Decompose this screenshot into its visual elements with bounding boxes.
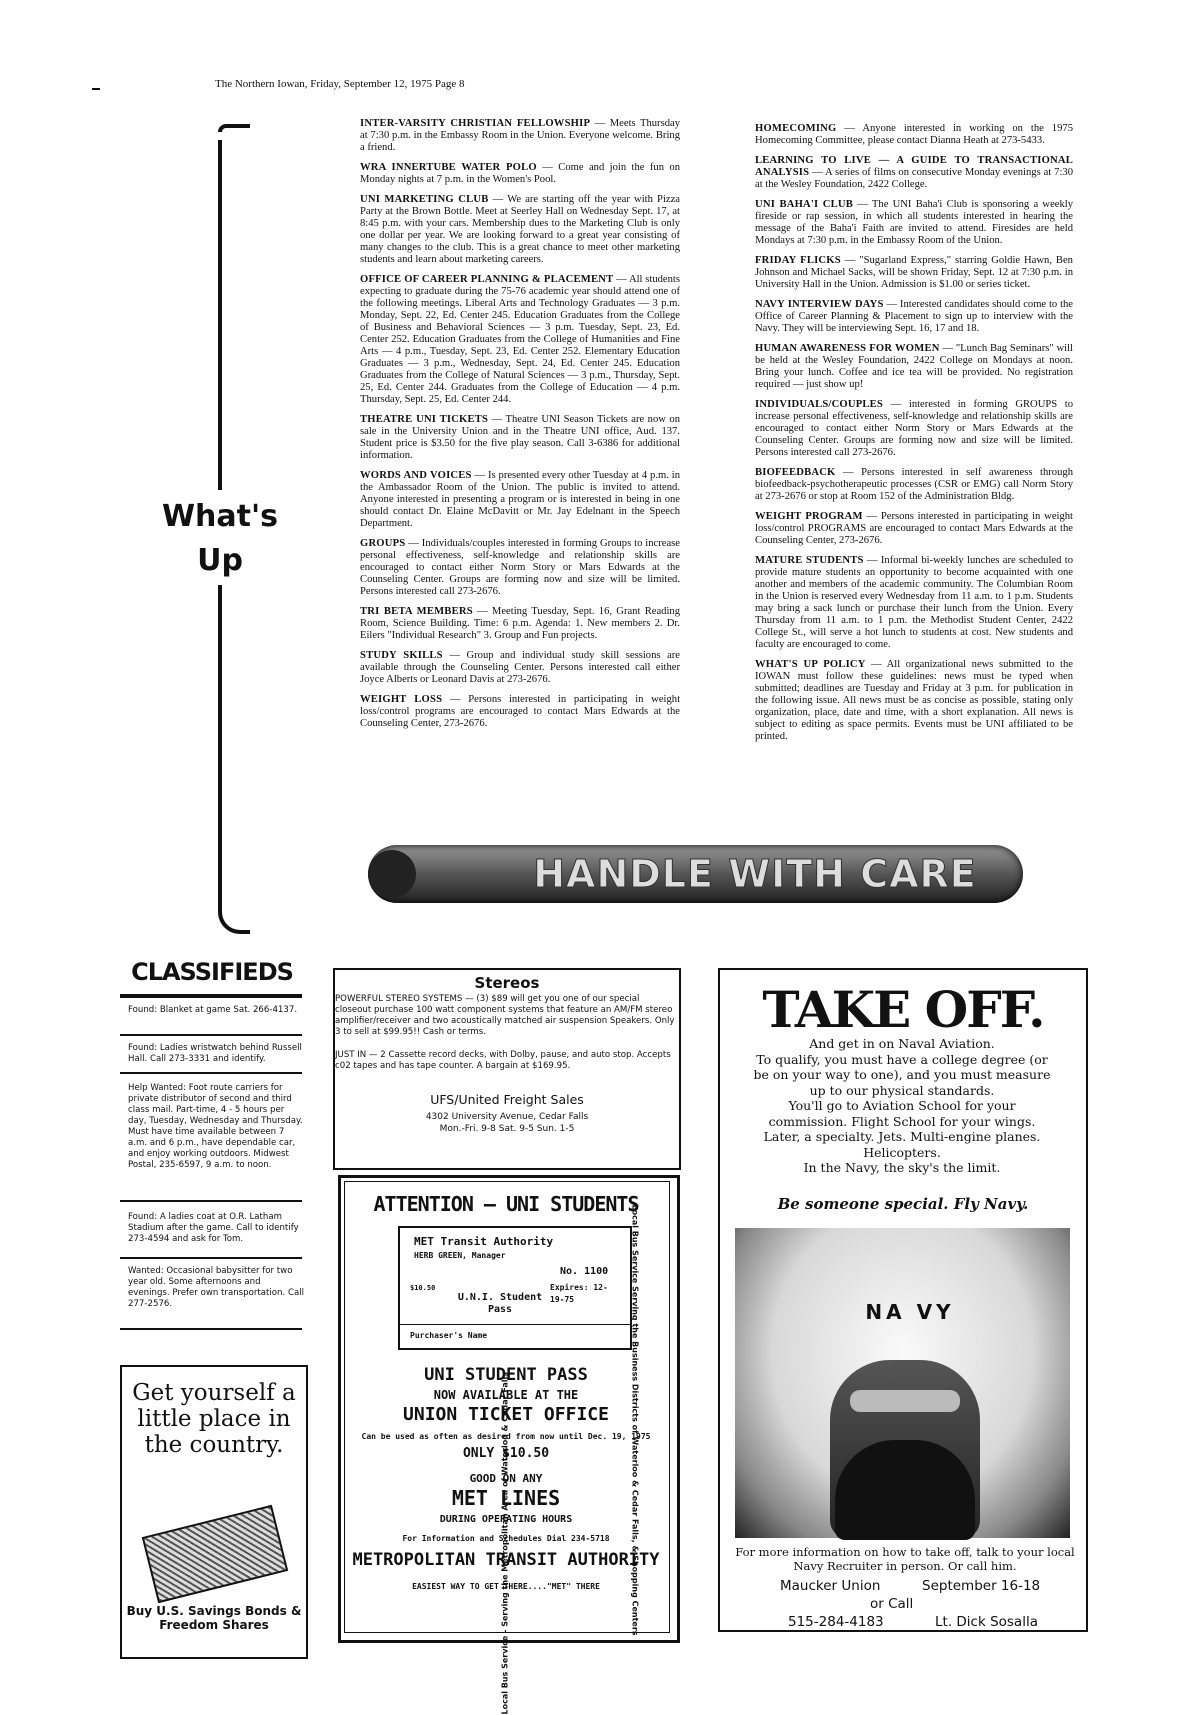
stereos-offer-2: JUST IN — 2 Cassette record decks, with Dolby, pause, and auto stop. Accepts c02 tapes and has tape counter. A bargain at $169.95. xyxy=(335,1050,671,1071)
navy-copy-line: In the Navy, the sky's the limit. xyxy=(803,1160,1001,1175)
bracket-bottom xyxy=(218,908,250,934)
margin-mark xyxy=(92,88,100,90)
oxygen-mask xyxy=(835,1440,975,1540)
announcement-item xyxy=(360,162,680,186)
announcement-heading: WEIGHT PROGRAM xyxy=(755,511,863,522)
announcement-item xyxy=(755,343,1073,391)
announcement-body: — We are starting off the year with Pizza Party at the Brown Bottle. Meet at Seerley Hall on Wednesday Sept. 17, at 8:45 p.m. with your cars. Membership dues to the Marketing Club is only one dollar per year. We are looking forward to a great year consisting of many changes to the club. This is a great chance to meet other marketing students and learn about marketing careers. xyxy=(360,194,680,265)
store-name: UFS/United Freight Sales xyxy=(430,1092,584,1107)
announcement-item xyxy=(360,274,680,406)
navy-copy-line: You'll go to Aviation School for your commission. Flight School for your wings. xyxy=(768,1098,1036,1129)
navy-dates: September 16-18 xyxy=(922,1578,1041,1594)
announcement-heading: WHAT'S UP POLICY xyxy=(755,659,866,670)
announcement-heading: STUDY SKILLS xyxy=(360,650,443,661)
announcement-body: — Meets Thursday at 7:30 p.m. in the Embassy Room in the Union. Everyone welcome. Bring a friend. xyxy=(360,118,680,153)
savings-ad-footer: Buy U.S. Savings Bonds & Freedom Shares xyxy=(126,1604,302,1632)
announcement-item xyxy=(360,538,680,598)
announcement-body: — Informal bi-weekly lunches are scheduled to provide mature students an opportunity to become acquainted with one another and members of the academic community. The Columbian Room in the Union is reserved every Wednesday from 11 a.m. to 1 p.m. Students may bring a sack lunch or purchase their lunch from the Union. Every Thursday from 11 a.m. to 1 p.m. the Methodist Student Center, 2422 College St., will serve a hot lunch to students at cost. New students and faculty are encouraged to come. xyxy=(755,555,1073,650)
classifieds-rule xyxy=(120,994,302,998)
pass-manager: HERB GREEN, Manager xyxy=(414,1251,506,1260)
pass-number: No. 1100 xyxy=(560,1266,609,1277)
announcement-item xyxy=(755,555,1073,651)
divider xyxy=(120,1328,302,1330)
transit-side-text-right: Local Bus Service Serving the Business Districts of Waterloo & Cedar Falls, & Shopping Centers xyxy=(630,1204,640,1636)
navy-copy-line: Later, a specialty. Jets. Multi-engine planes. Helicopters. xyxy=(763,1129,1041,1160)
pilot-eyes xyxy=(850,1390,960,1412)
announcement-body: — Theatre UNI Season Tickets are now on sale in the University Union and in the Theatre UNI office, Aud. 137. Student price is $3.50 for the five play season. Call 3-6386 for additional information. xyxy=(360,414,680,461)
announcement-body: — Meeting Tuesday, Sept. 16, Grant Reading Room, Science Building. Time: 6 p.m. Agenda: 1. New members 2. Dr. Eilers "Individual Research" 3. Group and Fun projects. xyxy=(360,606,680,641)
section-title xyxy=(160,495,280,583)
navy-or-call: or Call xyxy=(870,1596,914,1612)
classified-ad: Found: Ladies wristwatch behind Russell Hall. Call 273-3331 and identify. xyxy=(128,1043,302,1064)
announcement-item xyxy=(360,118,680,154)
transit-line: GOOD ON ANY xyxy=(469,1472,543,1485)
banner-tip xyxy=(368,850,416,898)
student-pass-card xyxy=(398,1226,632,1350)
transit-line: DURING OPERATING HOURS xyxy=(439,1514,573,1525)
stereos-offer-1: POWERFUL STEREO SYSTEMS — (3) $89 will get you one of our special closeout purchase 100 watt component systems that feature an AM/FM stereo amplifier/receiver and two acoustically matched air suspension Speakers. Only 3 to sell at $99.95!! Cash or terms. xyxy=(335,994,675,1037)
transit-line: Can be used as often as desired from now until Dec. 19, 1975 xyxy=(361,1432,651,1441)
classifieds-heading: CLASSIFIEDS xyxy=(131,958,293,986)
section-title-line2: Up xyxy=(197,543,243,578)
announcement-body: — Is presented every other Tuesday at 4 p.m. in the Ambassador Room of the Union. The public is invited to attend. Anyone interested in presenting a program or is interested in being in one should contact Dr. Elaine McDavitt or Mr. Jay Edelnant in the Speech Department. xyxy=(360,470,681,529)
announcement-item xyxy=(360,470,680,530)
transit-line: UNI STUDENT PASS xyxy=(424,1365,588,1385)
announcement-heading: HUMAN AWARENESS FOR WOMEN xyxy=(755,343,940,354)
announcement-body: — Interested candidates should come to the Office of Career Planning & Placement to sign up to interview with the Navy. They will be interviewing Sept. 16, 17 and 18. xyxy=(755,299,1074,334)
announcement-heading: MATURE STUDENTS xyxy=(755,555,864,566)
announcement-body: — "Sugarland Express," starring Goldie Hawn, Ben Johnson and Michael Sacks, will be shown Friday, Sept. 12 at 7:30 p.m. in University Hall in the Union. Admission is $1.00 or series ticket. xyxy=(755,255,1073,290)
pass-title: U.N.I. Student Pass xyxy=(457,1292,543,1315)
announcement-item xyxy=(755,399,1073,459)
navy-location: Maucker Union xyxy=(780,1578,881,1594)
announcement-body: — Persons interested in participating in weight loss/control PROGRAMS are encouraged to contact Mars Edwards at the Counseling Center, 273-2676. xyxy=(755,511,1073,546)
transit-side-text-left: Local Bus Service - Serving the Metropolitan Area of Waterloo & Cedar Falls xyxy=(500,1371,510,1715)
announcement-heading: TRI BETA MEMBERS xyxy=(360,606,473,617)
navy-body-copy xyxy=(752,1036,1052,1176)
announcement-item xyxy=(360,606,680,642)
announcement-body: — The UNI Baha'i Club is sponsoring a weekly fireside or rap session, in which all students interested in hearing the message of the Baha'i Faith are invited to attend. Firesides are held Mondays at 7:30 p.m. in the Embassy Room of the Union. xyxy=(755,199,1074,246)
announcement-body: — All students expecting to graduate during the 75-76 academic year should attend one of the following meetings. Liberal Arts and Technology Graduates — 3 p.m. Monday, Sept. 22, Ed. Center 245. Education Graduates from the College of Business and Behavioral Sciences — 3 p.m. Tuesday, Sept. 23, Ed. Center 252. Education Graduates from the College of Humanities and Fine Arts — 4 p.m., Tuesday, Sept. 23, Ed. Center 252. Elementary Education Graduates — 3 p.m., Wednesday, Sept. 24, Ed. Center 245. Education Graduates from the College of Natural Sciences — 3 p.m., Thursday, Sept. 25, Ed. Center 244. Graduates from the College of Education — 4 p.m. Thursday, Sept. 25, Ed. Center 244. xyxy=(360,274,680,405)
classified-ad: Found: A ladies coat at O.R. Latham Stadium after the game. Call to identify 273-4594 and ask for Tom. xyxy=(128,1212,299,1244)
announcement-heading: UNI MARKETING CLUB xyxy=(360,194,489,205)
announcement-item xyxy=(360,414,680,462)
announcement-item xyxy=(755,255,1073,291)
transit-line: EASIEST WAY TO GET THERE...."MET" THERE xyxy=(412,1582,600,1591)
navy-phone: 515-284-4183 xyxy=(788,1614,884,1630)
helmet-lettering: NA VY xyxy=(865,1300,955,1324)
announcement-item xyxy=(755,659,1073,743)
classified-ad: Help Wanted: Foot route carriers for private distributor of second and third class mail. Part-time, 4 - 5 hours per day, Tuesday, Wednesday and Thursday. Must have time available between 7 a.m. and 6 p.m., have dependable car, and enjoy working outdoors. Midwest Postal, 235-6597, 9 a.m. to noon. xyxy=(128,1083,303,1170)
transit-line: For Information and Schedules Dial 234-5718 xyxy=(402,1534,610,1543)
pass-issuer: MET Transit Authority xyxy=(414,1235,554,1248)
divider xyxy=(120,1034,302,1036)
announcement-heading: NAVY INTERVIEW DAYS xyxy=(755,299,884,310)
announcement-heading: UNI BAHA'I CLUB xyxy=(755,199,854,210)
store-hours: Mon.-Fri. 9-8 Sat. 9-5 Sun. 1-5 xyxy=(439,1124,575,1134)
announcement-item xyxy=(755,467,1073,503)
announcement-heading: INDIVIDUALS/COUPLES xyxy=(755,399,884,410)
announcement-heading: INTER-VARSITY CHRISTIAN FELLOWSHIP xyxy=(360,118,591,129)
bracket-top xyxy=(218,124,250,132)
announcement-body: — Persons interested in self awareness through biofeedback-psychotherapeutic processes (CSR or EMG) call Norm Story at 273-2676 or stop at Room 152 of the Administration Bldg. xyxy=(755,467,1073,502)
announcements-column-right xyxy=(755,123,1073,751)
savings-ad-headline: Get yourself a little place in the country. xyxy=(132,1380,296,1458)
transit-line: UNION TICKET OFFICE xyxy=(403,1404,609,1425)
announcement-heading: BIOFEEDBACK xyxy=(755,467,836,478)
announcement-body: — Persons interested in participating in weight loss/control programs are encouraged to contact Mars Edwards at the Counseling Center, 273-2676. xyxy=(360,694,681,729)
announcement-heading: HOMECOMING xyxy=(755,123,837,134)
pass-purchaser-line: Purchaser's Name xyxy=(410,1331,488,1340)
stereos-heading: Stereos xyxy=(474,974,540,992)
navy-copy-line: To qualify, you must have a college degree (or be on your way to one), and you must measure up to our physical standards. xyxy=(753,1051,1051,1098)
announcement-heading: WORDS AND VOICES xyxy=(360,470,472,481)
pass-price: $10.50 xyxy=(410,1284,436,1292)
announcement-item xyxy=(755,123,1073,147)
announcements-column-left xyxy=(360,118,680,738)
masthead: The Northern Iowan, Friday, September 12, 1975 Page 8 xyxy=(215,78,465,90)
announcement-body: — Come and join the fun on Monday nights at 7 p.m. in the Women's Pool. xyxy=(360,162,681,185)
bracket-line-upper xyxy=(218,140,222,490)
announcement-heading: WRA INNERTUBE WATER POLO xyxy=(360,162,537,173)
announcement-heading: LEARNING TO LIVE — A GUIDE TO TRANSACTIONAL ANALYSIS xyxy=(755,155,1073,178)
divider xyxy=(400,1324,630,1325)
banner-text: HANDLE WITH CARE xyxy=(533,852,977,896)
transit-line: ONLY $10.50 xyxy=(462,1446,550,1461)
classified-ad: Wanted: Occasional babysitter for two year old. Some afternoons and evenings. Prefer own transportation. Call 277-2576. xyxy=(128,1266,304,1309)
pass-expiry: Expires: 12-19-75 xyxy=(550,1283,608,1304)
announcement-item xyxy=(755,199,1073,247)
announcement-heading: OFFICE OF CAREER PLANNING & PLACEMENT xyxy=(360,274,614,285)
store-address: 4302 University Avenue, Cedar Falls xyxy=(425,1112,589,1122)
announcement-item xyxy=(755,155,1073,191)
transit-line: METROPOLITAN TRANSIT AUTHORITY xyxy=(352,1550,660,1570)
classified-ad: Found: Blanket at game Sat. 266-4137. xyxy=(128,1005,298,1015)
announcement-heading: THEATRE UNI TICKETS xyxy=(360,414,489,425)
announcement-body: — Anyone interested in working on the 1975 Homecoming Committee, please contact Dianna Heath at 273-5433. xyxy=(755,123,1073,146)
announcement-item xyxy=(360,650,680,686)
navy-copy-line: And get in on Naval Aviation. xyxy=(809,1036,995,1051)
announcement-item xyxy=(755,299,1073,335)
divider xyxy=(120,1257,302,1259)
announcement-heading: FRIDAY FLICKS xyxy=(755,255,841,266)
navy-recruiter: Lt. Dick Sosalla xyxy=(935,1614,1038,1630)
transit-line: NOW AVAILABLE AT THE xyxy=(433,1388,579,1402)
announcement-heading: GROUPS xyxy=(360,538,406,549)
announcement-body: — Individuals/couples interested in forming Groups to increase personal effectiveness, self-knowledge and relationship skills are encouraged to contact either Norm Story or Mars Edwards at the Counseling Center. Groups are forming now and size will be limited. Persons interested call 273-2676. xyxy=(360,538,680,597)
announcement-body: — interested in forming GROUPS to increase personal effectiveness, self-knowledge and relationship skills are encouraged to contact either Norm Story or Mars Edwards at the Counseling Center. Groups are forming now and size will be limited. Persons interested call 273-2676. xyxy=(755,399,1073,458)
navy-headline: TAKE OFF. xyxy=(762,980,1044,1039)
announcement-body: — All organizational news submitted to the IOWAN must follow these guidelines: news must be typed when submitted; deadlines are Tuesday and Friday at 3 p.m. for publication in the following issue. All news must be as concise as possible, stating only organization, place, date and time, with a short explanation. All news is subject to editing as space permits. Events must be UNI affiliated to be printed. xyxy=(755,659,1073,742)
announcement-heading: WEIGHT LOSS xyxy=(360,694,443,705)
announcement-item xyxy=(755,511,1073,547)
transit-headline: ATTENTION — UNI STUDENTS xyxy=(373,1192,639,1216)
divider xyxy=(120,1200,302,1202)
announcement-item xyxy=(360,694,680,730)
announcement-body: — Group and individual study skill sessions are available through the Counseling Center. Persons interested call either Joyce Alberts or Leonard Davis at 273-2676. xyxy=(360,650,681,685)
section-title-line1: What's xyxy=(161,499,279,534)
announcement-body: — A series of films on consecutive Monday evenings at 7:30 at the Wesley Foundation, 2422 College. xyxy=(755,167,1073,190)
transit-line: MET LINES xyxy=(451,1486,561,1510)
announcement-item xyxy=(360,194,680,266)
announcement-body: — "Lunch Bag Seminars" will be held at the Wesley Foundation, 2422 College on Mondays at noon. Bring your lunch. Coffee and ice tea will be provided. No registration required — just show up! xyxy=(755,343,1073,390)
divider xyxy=(120,1072,302,1074)
navy-more-info: For more information on how to take off, talk to your local Navy Recruiter in person. Or call him. xyxy=(735,1545,1075,1573)
navy-tagline: Be someone special. Fly Navy. xyxy=(777,1195,1029,1213)
bracket-line-lower xyxy=(218,585,222,910)
